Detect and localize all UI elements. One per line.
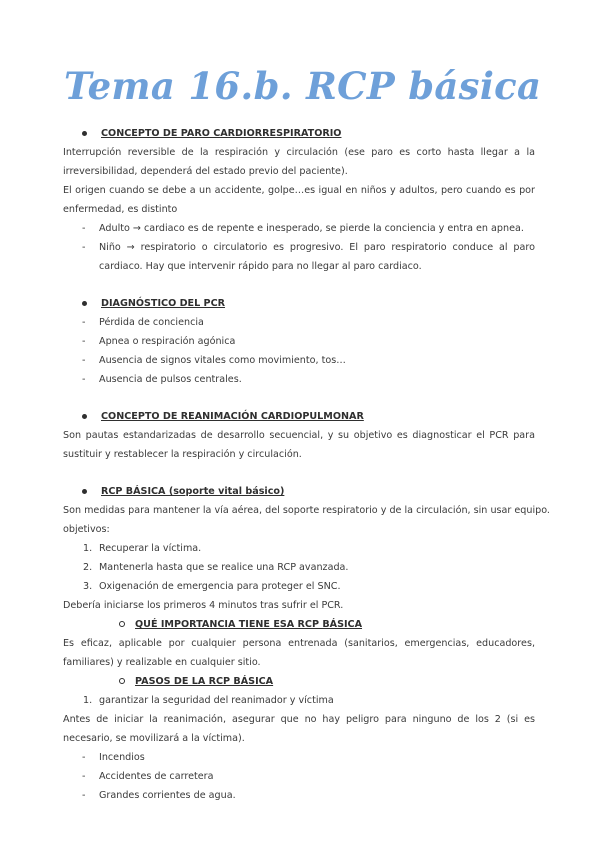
- list-item-text: Pérdida de conciencia: [99, 317, 204, 328]
- section-heading: [63, 482, 535, 501]
- list-item: [63, 313, 535, 332]
- dash-icon: -: [82, 790, 86, 801]
- list-item-text: Adulto → cardiaco es de repente e inesperado, se pierde la conciencia y entra en apnea.: [99, 223, 524, 234]
- paragraph: Interrupción reversible de la respiración y circulación (ese paro es corto hasta llegar a la irreversibilidad, dependerá del estado previo del paciente).: [63, 147, 535, 177]
- dash-icon: -: [82, 355, 86, 366]
- section-heading-text: CONCEPTO DE PARO CARDIORRESPIRATORIO: [101, 128, 342, 139]
- document-body: [63, 124, 550, 805]
- numbered-item: [63, 558, 535, 577]
- list-item: [63, 786, 535, 805]
- paragraph: Son pautas estandarizadas de desarrollo secuencial, y su objetivo es diagnosticar el PCR para sustituir y restablecer la respiración y circulación.: [63, 430, 535, 460]
- list-item-text: Ausencia de pulsos centrales.: [99, 374, 242, 385]
- paragraph: objetivos:: [63, 524, 110, 535]
- section-heading: [63, 124, 535, 143]
- item-number: 3.: [83, 581, 93, 592]
- dash-icon: -: [82, 771, 86, 782]
- numbered-item: [63, 539, 535, 558]
- dash-icon: -: [82, 752, 86, 763]
- list-item: [63, 767, 535, 786]
- item-number: 1.: [83, 695, 93, 706]
- bullet-icon: [82, 414, 87, 419]
- subsection-heading: [63, 615, 535, 634]
- dash-icon: -: [82, 317, 86, 328]
- numbered-item-text: Oxigenación de emergencia para proteger el SNC.: [99, 581, 341, 592]
- list-item: [63, 332, 535, 351]
- item-number: 1.: [83, 543, 93, 554]
- paragraph: Es eficaz, aplicable por cualquier persona entrenada (sanitarios, emergencias, educadores, familiares) y realizable en cualquier sitio.: [63, 638, 535, 668]
- list-item: [63, 748, 535, 767]
- list-item: [63, 351, 535, 370]
- paragraph: Antes de iniciar la reanimación, asegurar que no hay peligro para ninguno de los 2 (si es necesario, se movilizará a la víctima).: [63, 714, 535, 744]
- list-item-text: Incendios: [99, 752, 145, 763]
- list-item-text: Apnea o respiración agónica: [99, 336, 236, 347]
- bullet-icon: [82, 489, 87, 494]
- subsection-heading-text: PASOS DE LA RCP BÁSICA: [135, 676, 274, 687]
- list-item-text: Accidentes de carretera: [99, 771, 214, 782]
- section-heading-text: DIAGNÓSTICO DEL PCR: [101, 298, 226, 309]
- paragraph: Debería iniciarse los primeros 4 minutos tras sufrir el PCR.: [63, 600, 344, 611]
- circle-bullet-icon: [119, 621, 125, 627]
- bullet-icon: [82, 301, 87, 306]
- dash-icon: -: [82, 336, 86, 347]
- numbered-item-text: Mantenerla hasta que se realice una RCP avanzada.: [99, 562, 349, 573]
- numbered-item: [63, 691, 535, 710]
- paragraph: El origen cuando se debe a un accidente, golpe…es igual en niños y adultos, pero cuando es por enfermedad, es distinto: [63, 185, 535, 215]
- list-item-text: Grandes corrientes de agua.: [99, 790, 236, 801]
- section-heading: [63, 294, 535, 313]
- dash-icon: -: [82, 374, 86, 385]
- section-heading-text: RCP BÁSICA (soporte vital básico): [101, 486, 285, 497]
- circle-bullet-icon: [119, 678, 125, 684]
- list-item-text: Niño → respiratorio o circulatorio es progresivo. El paro respiratorio conduce al paro cardiaco. Hay que intervenir rápido para no llegar al paro cardiaco.: [99, 242, 535, 272]
- list-item: [63, 219, 535, 238]
- bullet-icon: [82, 131, 87, 136]
- list-item-text: Ausencia de signos vitales como movimiento, tos…: [99, 355, 346, 366]
- numbered-item-text: garantizar la seguridad del reanimador y víctima: [99, 695, 334, 706]
- section-heading: [63, 407, 535, 426]
- page-title: Tema 16.b. RCP básica: [64, 64, 542, 108]
- list-item: [63, 370, 535, 389]
- dash-icon: -: [82, 223, 86, 234]
- item-number: 2.: [83, 562, 93, 573]
- list-item: [63, 238, 535, 276]
- dash-icon: -: [82, 242, 86, 253]
- numbered-item: [63, 577, 535, 596]
- section-heading-text: CONCEPTO DE REANIMACIÓN CARDIOPULMONAR: [101, 411, 364, 422]
- paragraph: Son medidas para mantener la vía aérea, del soporte respiratorio y de la circulación, sin usar equipo.: [63, 505, 550, 516]
- subsection-heading-text: QUÉ IMPORTANCIA TIENE ESA RCP BÁSICA: [135, 619, 363, 630]
- numbered-item-text: Recuperar la víctima.: [99, 543, 202, 554]
- subsection-heading: [63, 672, 535, 691]
